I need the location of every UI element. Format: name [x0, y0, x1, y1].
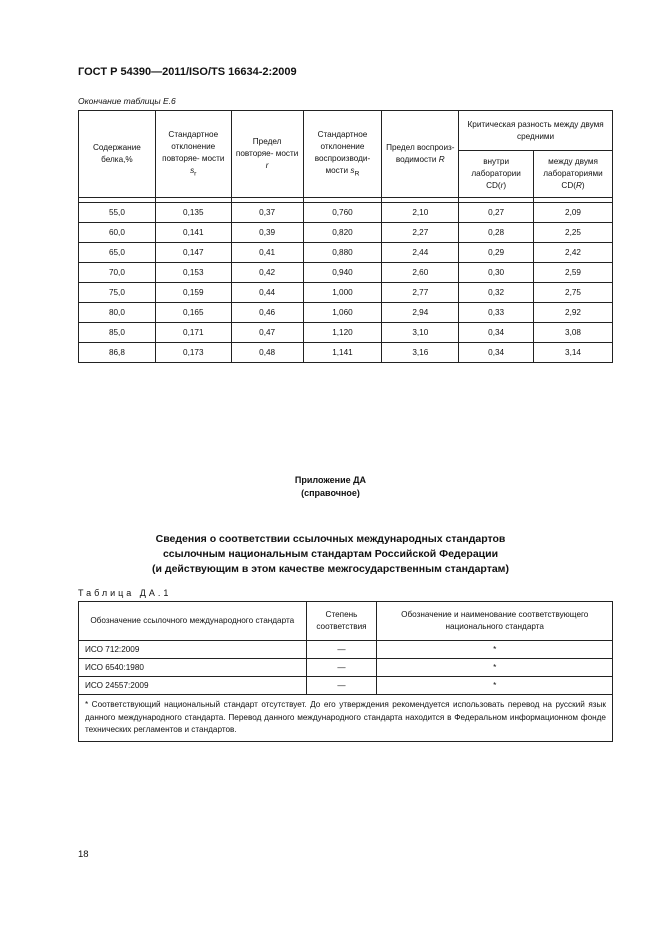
annex-heading-line: Сведения о соответствии ссылочных международных стандартов — [155, 533, 506, 545]
header-repeatability-limit: Предел повторяе- мости r — [231, 111, 303, 198]
header-between-labs: между двумя лабораториями CD(R) — [534, 151, 613, 198]
table-row: 60,0 0,141 0,39 0,820 2,27 0,28 2,25 — [79, 223, 613, 243]
annex-subtitle: (справочное) — [301, 488, 360, 498]
table-row: ИСО 24557:2009 — * — [79, 677, 613, 695]
annex-heading-line: ссылочным национальным стандартам Российской Федерации — [162, 548, 499, 560]
table-footnote: * Соответствующий национальный стандарт отсутствует. До его утверждения рекомендуется использовать перевод на русский язык данного международного стандарта. Перевод данного международного стандарта находится в Федеральном информационном фонде технических регламентов и стандартов. — [79, 695, 613, 742]
table-row: 86,8 0,173 0,48 1,141 3,16 0,34 3,14 — [79, 343, 613, 363]
table-caption: Окончание таблицы Е.6 — [78, 96, 176, 106]
standards-correspondence-table — [78, 601, 613, 742]
header-degree-of-conformity: Степень соответствия — [306, 602, 377, 641]
header-reproducibility-sd: Стандартное отклонение воспроизводи- мости $s_R$ — [303, 111, 382, 198]
page-number: 18 — [78, 849, 89, 860]
annex-heading-line: (и действующим в этом качестве межгосударственным стандартам) — [152, 563, 509, 575]
table-row: 75,0 0,159 0,44 1,000 2,77 0,32 2,75 — [79, 283, 613, 303]
table-row: 85,0 0,171 0,47 1,120 3,10 0,34 3,08 — [79, 323, 613, 343]
precision-table — [78, 110, 613, 363]
header-international-standard: Обозначение ссылочного международного стандарта — [79, 602, 307, 641]
annex-heading — [0, 532, 661, 577]
header-repeatability-sd: Стандартное отклонение повторяе- мости $s_r$ — [155, 111, 231, 198]
annex-title: Приложение ДА — [294, 475, 367, 485]
table-row: 80,0 0,165 0,46 1,060 2,94 0,33 2,92 — [79, 303, 613, 323]
table-row: 70,0 0,153 0,42 0,940 2,60 0,30 2,59 — [79, 263, 613, 283]
header-national-standard: Обозначение и наименование соответствующего национального стандарта — [377, 602, 613, 641]
table-row: ИСО 712:2009 — * — [79, 641, 613, 659]
table-row: 55,0 0,135 0,37 0,760 2,10 0,27 2,09 — [79, 203, 613, 223]
header-within-lab: внутри лаборатории CD(r) — [459, 151, 534, 198]
table-row: ИСО 6540:1980 — * — [79, 659, 613, 677]
table-row: 65,0 0,147 0,41 0,880 2,44 0,29 2,42 — [79, 243, 613, 263]
header-reproducibility-limit: Предел воспроиз- водимости R — [382, 111, 459, 198]
header-critical-difference: Критическая разность между двумя средними — [459, 111, 613, 151]
document-header: ГОСТ Р 54390—2011/ISO/TS 16634-2:2009 — [78, 66, 297, 78]
table-label: Таблица ДА.1 — [78, 588, 172, 598]
header-protein-content: Содержание белка,% — [79, 111, 156, 198]
